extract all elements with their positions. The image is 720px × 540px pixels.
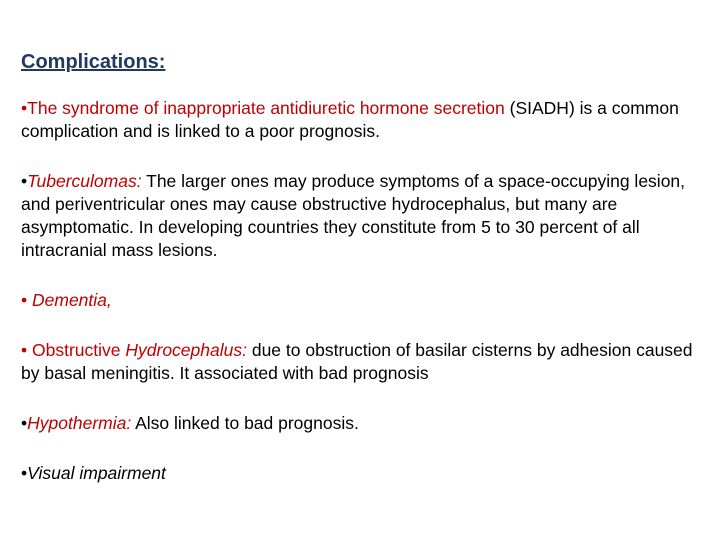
slide-content [21,49,706,512]
complication-siadh-text: (SIADH) is a common complication and is linked to a poor prognosis. [21,98,679,141]
complication-siadh [21,97,706,143]
complication-hypothermia-text: Also linked to bad prognosis. [131,413,359,433]
bullet: • [21,171,28,191]
slide-title: Complications: [21,51,166,73]
complication-dementia-term: Dementia, [27,290,112,310]
complication-tuberculomas [21,170,706,262]
complication-visual-impairment [21,462,706,485]
complication-hydrocephalus-lead: Obstructive [27,340,126,360]
complication-hydrocephalus-text: due to obstruction of basilar cisterns by adhesion caused by basal meningitis. It associated with bad prognosis [21,340,693,383]
complication-visual-impairment-term: Visual impairment [27,463,166,483]
complication-hypothermia-term: Hypothermia: [27,413,132,433]
bullet: • [21,463,28,483]
complication-tuberculomas-text: The larger ones may produce symptoms of a space-occupying lesion, and periventricular ones may cause obstructive hydrocephalus, but many are asymptomatic. In developing countries they constitute from 5 to 30 percent of all intracranial mass lesions. [21,171,686,260]
complication-hypothermia [21,412,706,435]
bullet: • [21,290,28,310]
complication-dementia [21,289,706,312]
complication-tuberculomas-term: Tuberculomas: [27,171,142,191]
complication-hydrocephalus-term: Hydrocephalus: [125,340,247,360]
bullet: • [21,98,28,118]
bullet: • [21,413,28,433]
complication-siadh-lead: The syndrome of inappropriate antidiuretic hormone secretion [27,98,505,118]
complication-hydrocephalus [21,339,706,385]
bullet: • [21,340,28,360]
